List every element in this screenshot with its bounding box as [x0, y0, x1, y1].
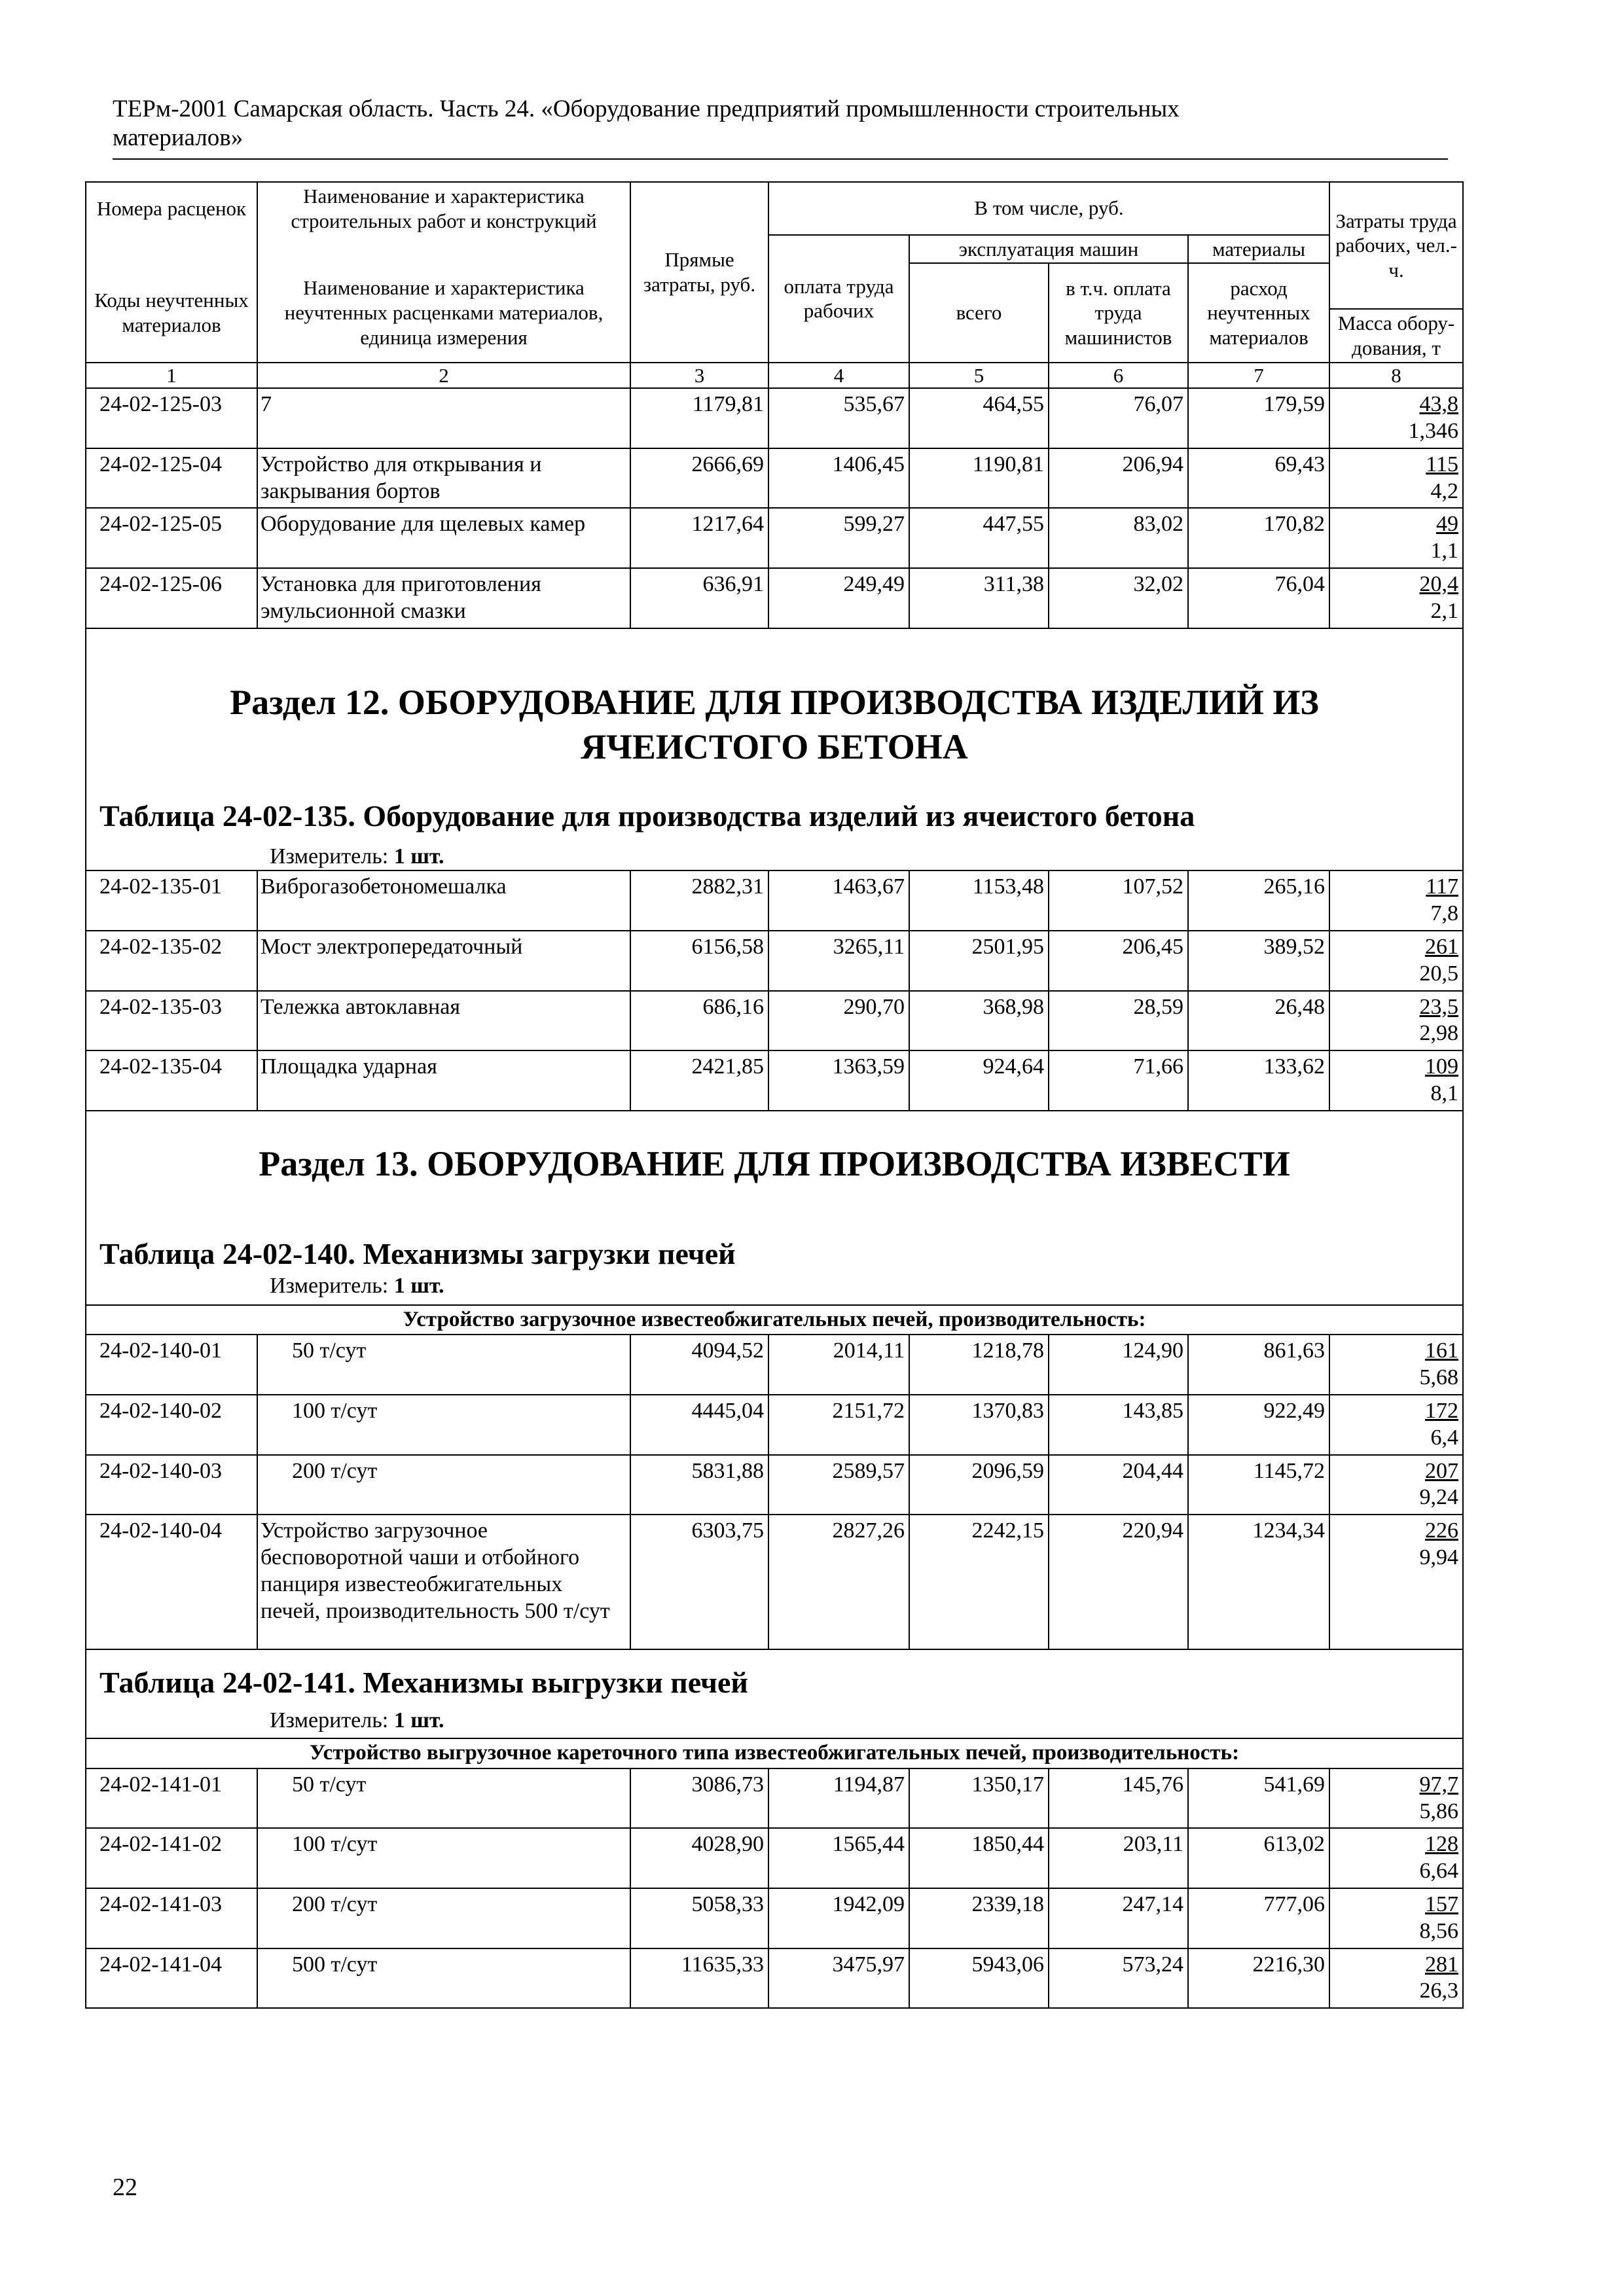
materials-cost: 861,63 — [1188, 1335, 1329, 1395]
labor-hours: 109 — [1425, 1054, 1459, 1079]
labor-hours: 20,4 — [1419, 572, 1459, 597]
materials-cost: 541,69 — [1188, 1768, 1329, 1829]
machine-cost: 2501,95 — [909, 931, 1049, 991]
machine-cost: 447,55 — [909, 508, 1049, 568]
equipment-mass: 9,94 — [1419, 1545, 1459, 1570]
machinist-labor-cost: 145,76 — [1049, 1768, 1188, 1829]
labor-cost: 249,49 — [768, 568, 909, 628]
rate-name: 500 т/сут — [257, 1948, 630, 2009]
section-12-block — [86, 628, 1463, 871]
materials-cost: 389,52 — [1188, 931, 1329, 991]
materials-cost: 2216,30 — [1188, 1948, 1329, 2009]
labor-cost: 1565,44 — [768, 1828, 909, 1888]
materials-cost: 922,49 — [1188, 1395, 1329, 1455]
equipment-mass: 6,64 — [1419, 1859, 1459, 1884]
table-141-title: Таблица 24-02-141. Механизмы выгрузки печей — [99, 1666, 748, 1700]
labor-hours: 128 — [1425, 1832, 1459, 1857]
rows-141 — [86, 1768, 1463, 2008]
equipment-mass: 5,68 — [1419, 1365, 1459, 1390]
machinist-labor-cost: 32,02 — [1049, 568, 1188, 628]
rows-135 — [86, 870, 1463, 1110]
rate-code: 24-02-135-01 — [86, 870, 257, 931]
header-line-2: материалов» — [113, 124, 244, 151]
direct-cost: 1179,81 — [630, 388, 768, 448]
table-row — [86, 1768, 1463, 1829]
labor-hours-and-mass — [1329, 1515, 1463, 1649]
labor-hours-and-mass — [1329, 508, 1463, 568]
machinist-labor-cost: 124,90 — [1049, 1335, 1188, 1395]
equipment-mass: 2,98 — [1419, 1021, 1459, 1046]
meter-label: Измеритель: — [270, 844, 389, 869]
direct-cost: 6156,58 — [630, 931, 768, 991]
direct-cost: 4094,52 — [630, 1335, 768, 1395]
machinist-labor-cost: 204,44 — [1049, 1455, 1188, 1515]
table-row — [86, 1948, 1463, 2009]
machine-cost: 2096,59 — [909, 1455, 1049, 1515]
rate-code: 24-02-141-02 — [86, 1828, 257, 1888]
labor-cost: 535,67 — [768, 388, 909, 448]
section-13-block — [86, 1111, 1463, 1335]
table-row — [86, 931, 1463, 991]
col-index: 4 — [768, 363, 909, 388]
section-12-title: Раздел 12. ОБОРУДОВАНИЕ ДЛЯ ПРОИЗВОДСТВА ИЗДЕЛИЙ ИЗ ЯЧЕИСТОГО БЕТОНА — [230, 682, 1319, 767]
equipment-mass: 5,86 — [1419, 1799, 1459, 1823]
table-row — [86, 1828, 1463, 1888]
col-index: 8 — [1329, 363, 1463, 388]
rate-code: 24-02-141-01 — [86, 1768, 257, 1829]
labor-hours: 172 — [1425, 1398, 1459, 1423]
table-135-meter — [86, 844, 1462, 870]
machinist-labor-cost: 28,59 — [1049, 991, 1188, 1051]
labor-cost: 2827,26 — [768, 1515, 909, 1649]
col2-header-top: Наименование и характеристика строительных работ и конструкций — [257, 182, 630, 235]
rate-code: 24-02-135-02 — [86, 931, 257, 991]
materials-cost: 1234,34 — [1188, 1515, 1329, 1649]
rate-code: 24-02-125-04 — [86, 448, 257, 509]
labor-hours: 261 — [1425, 935, 1459, 960]
materials-cost: 133,62 — [1188, 1050, 1329, 1111]
rate-name: Площадка ударная — [257, 1050, 630, 1111]
meter-value: 1 шт. — [393, 844, 444, 869]
col1-header-bottom: Коды неучтенных материалов — [86, 263, 257, 363]
table-row — [86, 508, 1463, 568]
page-number: 22 — [113, 2174, 137, 2201]
materials-header: материалы — [1188, 235, 1329, 264]
labor-hours: 43,8 — [1419, 392, 1459, 417]
table-row — [86, 1888, 1463, 1948]
table-row — [86, 1050, 1463, 1111]
machine-cost: 1190,81 — [909, 448, 1049, 509]
machinist-labor-cost: 76,07 — [1049, 388, 1188, 448]
col7-header: расход неучтенных материалов — [1188, 263, 1329, 363]
machinist-labor-cost: 107,52 — [1049, 870, 1188, 931]
machinist-labor-cost: 203,11 — [1049, 1828, 1188, 1888]
labor-hours: 23,5 — [1419, 994, 1459, 1019]
table-141-meter — [86, 1708, 1462, 1734]
machinist-labor-cost: 143,85 — [1049, 1395, 1188, 1455]
table-140-meter — [86, 1273, 1462, 1300]
direct-cost: 4028,90 — [630, 1828, 768, 1888]
meter-label: Измеритель: — [270, 1273, 389, 1298]
rate-name: 100 т/сут — [257, 1395, 630, 1455]
labor-hours-and-mass — [1329, 1050, 1463, 1111]
header-rule — [113, 158, 1448, 160]
labor-hours: 161 — [1425, 1338, 1459, 1363]
rate-name: Виброгазобетономешалка — [257, 870, 630, 931]
rate-code: 24-02-141-03 — [86, 1888, 257, 1948]
equipment-mass: 7,8 — [1430, 901, 1459, 926]
labor-hours-and-mass — [1329, 1768, 1463, 1829]
labor-cost: 290,70 — [768, 991, 909, 1051]
materials-cost: 170,82 — [1188, 508, 1329, 568]
machinist-labor-cost: 83,02 — [1049, 508, 1188, 568]
col1-header-top: Номера расценок — [86, 182, 257, 235]
equipment-mass: 1,346 — [1408, 419, 1459, 444]
page-header — [113, 95, 1448, 152]
rate-code: 24-02-125-06 — [86, 568, 257, 628]
rate-code: 24-02-135-04 — [86, 1050, 257, 1111]
machine-cost: 1350,17 — [909, 1768, 1049, 1829]
labor-cost: 599,27 — [768, 508, 909, 568]
col-index: 3 — [630, 363, 768, 388]
table-row — [86, 448, 1463, 509]
rates-table — [85, 181, 1464, 2009]
labor-cost: 1463,67 — [768, 870, 909, 931]
col-index: 7 — [1188, 363, 1329, 388]
table-row — [86, 1335, 1463, 1395]
equipment-mass: 26,3 — [1419, 1979, 1459, 2003]
labor-hours-and-mass — [1329, 1888, 1463, 1948]
labor-hours: 281 — [1425, 1952, 1459, 1977]
table-row — [86, 1455, 1463, 1515]
labor-hours-and-mass — [1329, 870, 1463, 931]
col8-header-bottom: Масса обору-дования, т — [1329, 309, 1463, 363]
table-head — [86, 182, 1463, 388]
materials-cost: 777,06 — [1188, 1888, 1329, 1948]
labor-hours: 207 — [1425, 1458, 1459, 1483]
labor-hours: 117 — [1426, 874, 1459, 899]
labor-hours: 49 — [1436, 512, 1459, 537]
labor-hours-and-mass — [1329, 931, 1463, 991]
direct-cost: 686,16 — [630, 991, 768, 1051]
direct-cost: 3086,73 — [630, 1768, 768, 1829]
direct-cost: 5831,88 — [630, 1455, 768, 1515]
col4-header: оплата труда рабочих — [768, 235, 909, 363]
labor-hours: 97,7 — [1419, 1772, 1459, 1797]
table-141-block — [86, 1649, 1463, 1768]
rate-code: 24-02-135-03 — [86, 991, 257, 1051]
table-row — [86, 1395, 1463, 1455]
including-header: В том числе, руб. — [768, 182, 1329, 235]
table-row — [86, 1515, 1463, 1649]
labor-hours-and-mass — [1329, 1335, 1463, 1395]
machine-cost: 924,64 — [909, 1050, 1049, 1111]
rows-125 — [86, 388, 1463, 628]
rate-code: 24-02-140-01 — [86, 1335, 257, 1395]
materials-cost: 179,59 — [1188, 388, 1329, 448]
col-index: 5 — [909, 363, 1049, 388]
rate-code: 24-02-125-03 — [86, 388, 257, 448]
machines-header: эксплуатация машин — [909, 235, 1188, 264]
rate-name: Устройство загрузочное бесповоротной чаши и отбойного панциря известеобжигательных печей, производительность 500 т/сут — [257, 1515, 630, 1649]
rows-140 — [86, 1335, 1463, 1649]
rate-name: Устройство для открывания и закрывания бортов — [257, 448, 630, 509]
equipment-mass: 8,56 — [1419, 1918, 1459, 1943]
col6-header: в т.ч. оплата труда машинистов — [1049, 263, 1188, 363]
labor-hours: 115 — [1426, 452, 1459, 476]
equipment-mass: 9,24 — [1419, 1485, 1459, 1510]
machinist-labor-cost: 220,94 — [1049, 1515, 1188, 1649]
col2-header-bottom: Наименование и характеристика неучтенных расценками материалов, единица измерения — [257, 263, 630, 363]
rate-name: Установка для приготовления эмульсионной смазки — [257, 568, 630, 628]
labor-cost: 2014,11 — [768, 1335, 909, 1395]
equipment-mass: 8,1 — [1430, 1081, 1459, 1105]
rate-name: Оборудование для щелевых камер — [257, 508, 630, 568]
materials-cost: 69,43 — [1188, 448, 1329, 509]
rate-code: 24-02-125-05 — [86, 508, 257, 568]
machinist-labor-cost: 247,14 — [1049, 1888, 1188, 1948]
equipment-mass: 1,1 — [1430, 539, 1459, 564]
machine-cost: 1850,44 — [909, 1828, 1049, 1888]
col8-header-top: Затраты труда рабочих, чел.-ч. — [1329, 182, 1463, 309]
machine-cost: 2242,15 — [909, 1515, 1049, 1649]
col-index: 1 — [86, 363, 257, 388]
rate-code: 24-02-140-03 — [86, 1455, 257, 1515]
equipment-mass: 20,5 — [1419, 961, 1459, 986]
machine-cost: 311,38 — [909, 568, 1049, 628]
rate-name: Мост электропередаточный — [257, 931, 630, 991]
equipment-mass: 4,2 — [1430, 478, 1459, 503]
meter-label: Измеритель: — [270, 1708, 389, 1733]
col3-header: Прямые затраты, руб. — [630, 182, 768, 363]
section-13-title: Раздел 13. ОБОРУДОВАНИЕ ДЛЯ ПРОИЗВОДСТВА ИЗВЕСТИ — [259, 1143, 1290, 1183]
labor-cost: 3265,11 — [768, 931, 909, 991]
table-140-group-heading: Устройство загрузочное известеобжигательных печей, производительность: — [86, 1305, 1463, 1335]
labor-cost: 2589,57 — [768, 1455, 909, 1515]
labor-cost: 2151,72 — [768, 1395, 909, 1455]
meter-value: 1 шт. — [393, 1273, 444, 1298]
labor-cost: 1194,87 — [768, 1768, 909, 1829]
direct-cost: 6303,75 — [630, 1515, 768, 1649]
direct-cost: 4445,04 — [630, 1395, 768, 1455]
col-index: 6 — [1049, 363, 1188, 388]
machinist-labor-cost: 71,66 — [1049, 1050, 1188, 1111]
labor-hours-and-mass — [1329, 448, 1463, 509]
rate-code: 24-02-141-04 — [86, 1948, 257, 2009]
machinist-labor-cost: 206,94 — [1049, 448, 1188, 509]
equipment-mass: 2,1 — [1430, 598, 1459, 623]
rate-name: 200 т/сут — [257, 1888, 630, 1948]
labor-hours-and-mass — [1329, 1828, 1463, 1888]
machine-cost: 368,98 — [909, 991, 1049, 1051]
rate-code: 24-02-140-02 — [86, 1395, 257, 1455]
rate-name: 200 т/сут — [257, 1455, 630, 1515]
header-line-1: ТЕРм-2001 Самарская область. Часть 24. «Оборудование предприятий промышленности строительных — [113, 96, 1180, 122]
table-row — [86, 388, 1463, 448]
materials-cost: 265,16 — [1188, 870, 1329, 931]
equipment-mass: 6,4 — [1430, 1425, 1459, 1450]
rate-name: 100 т/сут — [257, 1828, 630, 1888]
rate-name: Тележка автоклавная — [257, 991, 630, 1051]
labor-hours-and-mass — [1329, 991, 1463, 1051]
direct-cost: 1217,64 — [630, 508, 768, 568]
labor-hours-and-mass — [1329, 568, 1463, 628]
labor-hours-and-mass — [1329, 1395, 1463, 1455]
table-row — [86, 568, 1463, 628]
col5-header: всего — [909, 263, 1049, 363]
direct-cost: 636,91 — [630, 568, 768, 628]
labor-hours-and-mass — [1329, 1455, 1463, 1515]
direct-cost: 11635,33 — [630, 1948, 768, 2009]
direct-cost: 5058,33 — [630, 1888, 768, 1948]
direct-cost: 2666,69 — [630, 448, 768, 509]
labor-hours-and-mass — [1329, 1948, 1463, 2009]
machine-cost: 464,55 — [909, 388, 1049, 448]
machine-cost: 5943,06 — [909, 1948, 1049, 2009]
rate-name: 50 т/сут — [257, 1768, 630, 1829]
machine-cost: 2339,18 — [909, 1888, 1049, 1948]
materials-cost: 613,02 — [1188, 1828, 1329, 1888]
machinist-labor-cost: 206,45 — [1049, 931, 1188, 991]
direct-cost: 2421,85 — [630, 1050, 768, 1111]
labor-hours-and-mass — [1329, 388, 1463, 448]
rate-name: 7 — [257, 388, 630, 448]
table-141-group-heading: Устройство выгрузочное кареточного типа известеобжигательных печей, производительность: — [86, 1738, 1463, 1768]
machine-cost: 1370,83 — [909, 1395, 1049, 1455]
col-index: 2 — [257, 363, 630, 388]
table-140-title: Таблица 24-02-140. Механизмы загрузки печей — [99, 1236, 736, 1270]
table-row — [86, 991, 1463, 1051]
labor-cost: 1363,59 — [768, 1050, 909, 1111]
meter-value: 1 шт. — [393, 1708, 444, 1733]
labor-hours: 157 — [1425, 1892, 1459, 1916]
labor-cost: 1406,45 — [768, 448, 909, 509]
table-135-title: Таблица 24-02-135. Оборудование для производства изделий из ячеистого бетона — [99, 798, 1195, 833]
table-row — [86, 870, 1463, 931]
direct-cost: 2882,31 — [630, 870, 768, 931]
materials-cost: 26,48 — [1188, 991, 1329, 1051]
materials-cost: 1145,72 — [1188, 1455, 1329, 1515]
rate-code: 24-02-140-04 — [86, 1515, 257, 1649]
materials-cost: 76,04 — [1188, 568, 1329, 628]
labor-cost: 1942,09 — [768, 1888, 909, 1948]
rate-name: 50 т/сут — [257, 1335, 630, 1395]
machine-cost: 1218,78 — [909, 1335, 1049, 1395]
document-body — [85, 181, 1462, 2009]
machinist-labor-cost: 573,24 — [1049, 1948, 1188, 2009]
labor-hours: 226 — [1425, 1518, 1459, 1543]
machine-cost: 1153,48 — [909, 870, 1049, 931]
labor-cost: 3475,97 — [768, 1948, 909, 2009]
